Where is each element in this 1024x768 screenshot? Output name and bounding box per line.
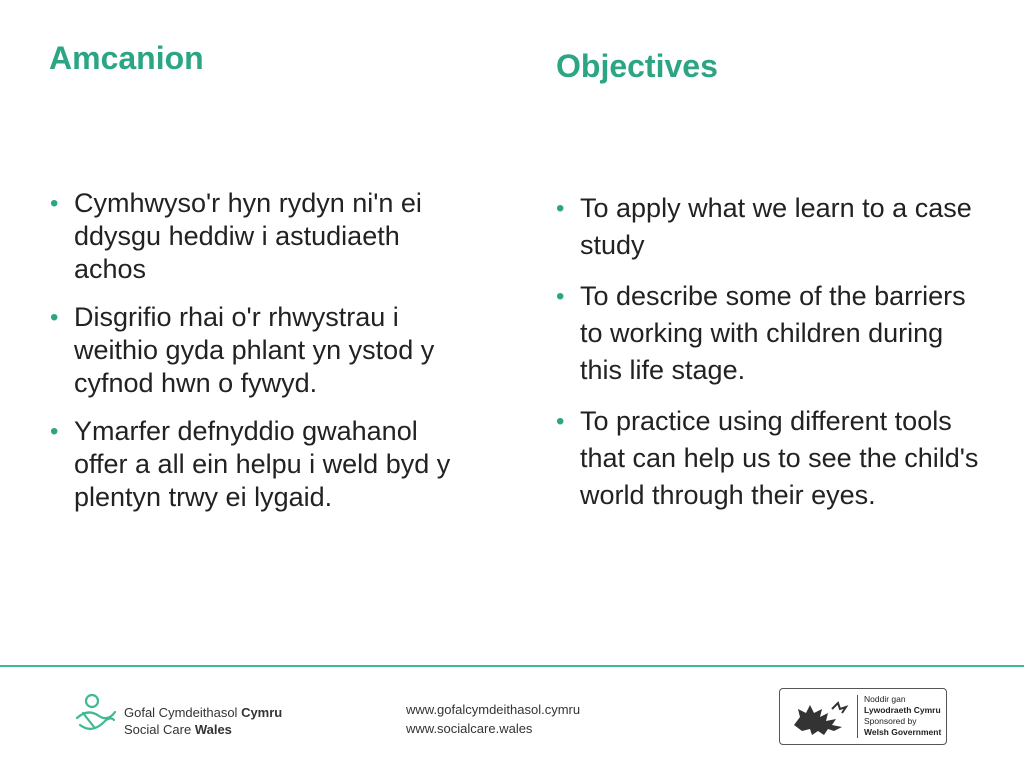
logo-line-english: Social Care Wales <box>124 722 232 737</box>
sponsor-text <box>864 694 941 738</box>
badge-divider <box>857 695 858 738</box>
welsh-government-sponsor-badge <box>779 688 947 745</box>
gov-name-welsh: Lywodraeth Cymru <box>864 705 941 715</box>
list-item: • Cymhwyso'r hyn rydyn ni'n ei ddysgu heddiw i astudiaeth achos <box>48 187 468 286</box>
welsh-objectives-list <box>48 187 468 529</box>
social-care-wales-logo-text <box>124 704 282 738</box>
dragon-icon <box>788 695 850 739</box>
social-care-wales-logo-icon <box>74 692 118 736</box>
list-item: • To apply what we learn to a case study <box>554 190 984 264</box>
footer-divider <box>0 665 1024 667</box>
gov-name-english: Welsh Government <box>864 727 942 737</box>
english-objectives-list <box>554 190 984 528</box>
list-item: • Disgrifio rhai o'r rhwystrau i weithio gyda phlant yn ystod y cyfnod hwn o fywyd. <box>48 301 468 400</box>
list-item: • Ymarfer defnyddio gwahanol offer a all ein helpu i weld byd y plentyn trwy ei lygaid. <box>48 415 468 514</box>
sponsor-line-english: Sponsored by <box>864 716 917 726</box>
list-item: • To describe some of the barriers to working with children during this life stage. <box>554 278 984 389</box>
list-item: • To practice using different tools that can help us to see the child's world through their eyes. <box>554 403 984 514</box>
english-website-link[interactable]: www.socialcare.wales <box>406 721 533 736</box>
welsh-heading: Amcanion <box>49 40 204 76</box>
sponsor-line-welsh: Noddir gan <box>864 694 906 704</box>
english-heading: Objectives <box>556 48 718 84</box>
logo-line-welsh: Gofal Cymdeithasol Cymru <box>124 705 283 720</box>
welsh-website-link[interactable]: www.gofalcymdeithasol.cymru <box>406 702 581 717</box>
footer-urls <box>406 700 580 738</box>
